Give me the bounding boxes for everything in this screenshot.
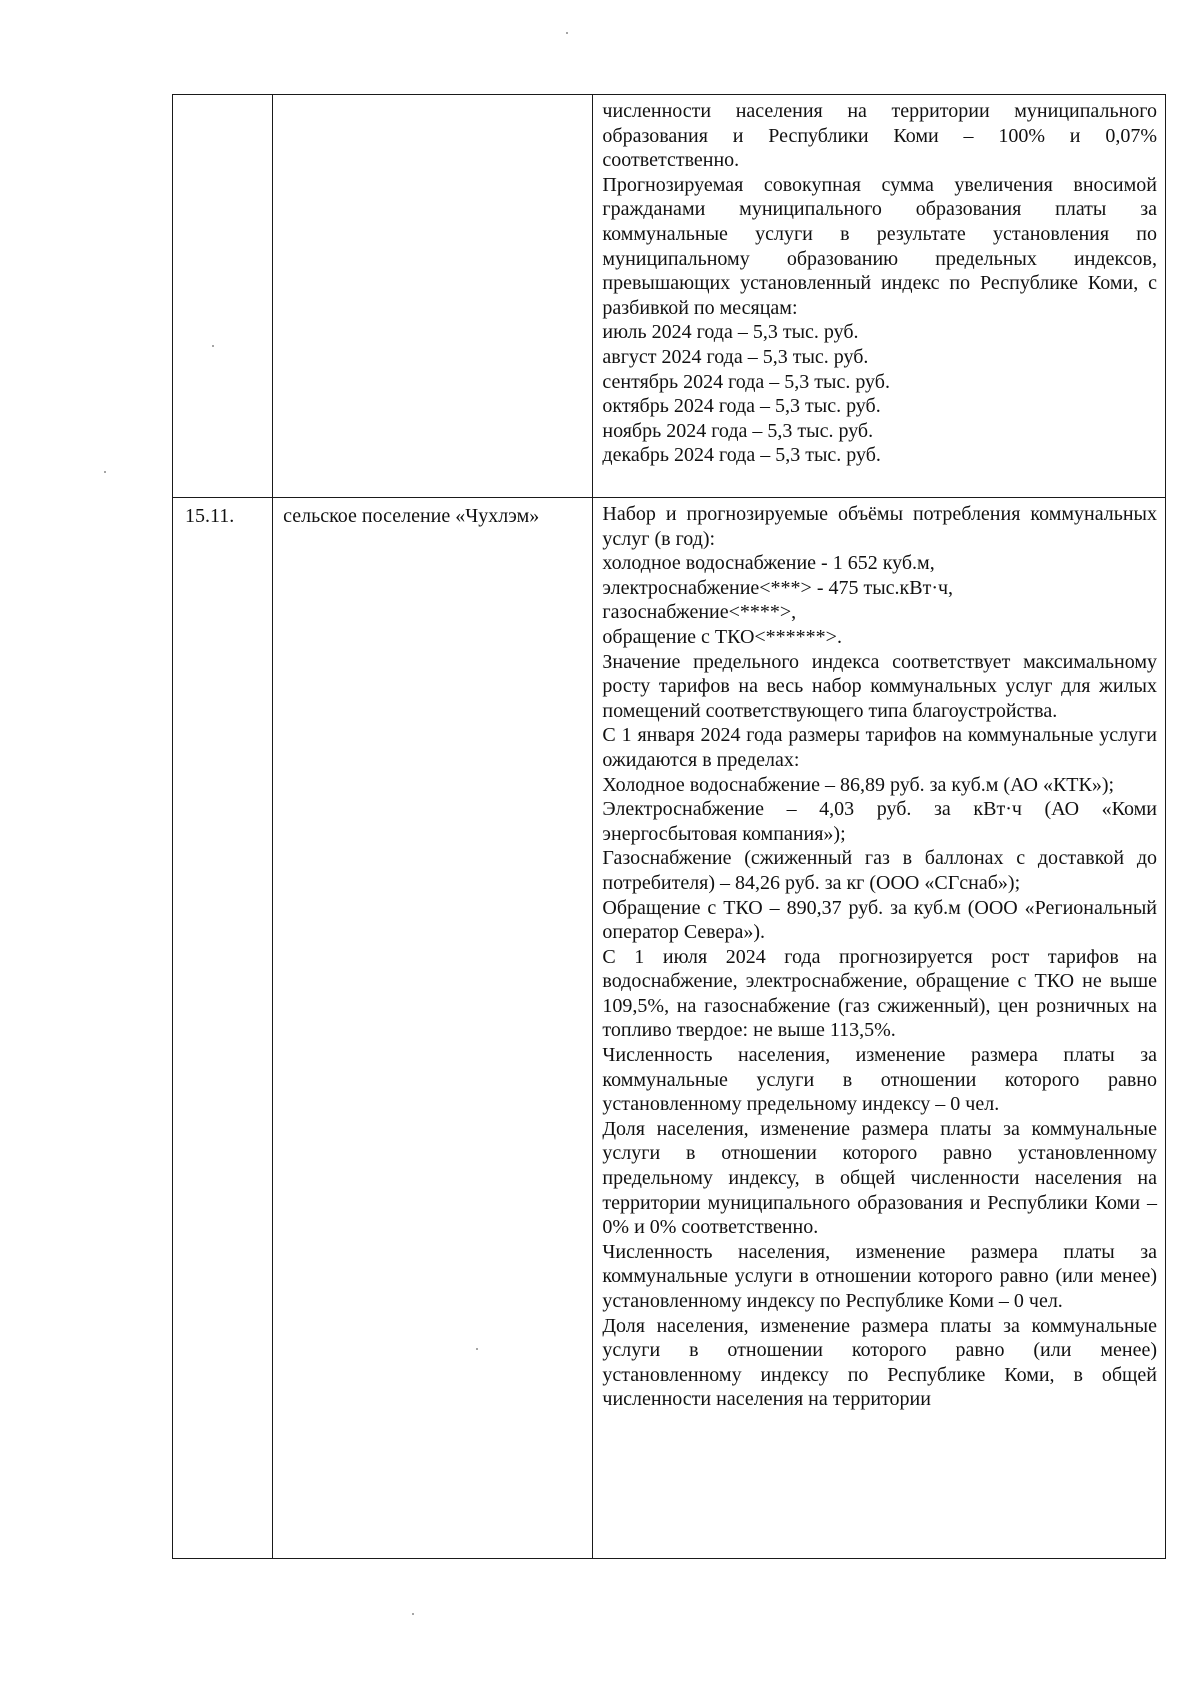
scan-speck xyxy=(104,471,106,473)
tariff-table xyxy=(172,94,1166,1559)
paragraph: Доля населения, изменение размера платы за коммунальные услуги в отношении которого равно (или менее) установленному индексу по Республике Коми, в общей численности населения на территории xyxy=(602,1314,1157,1411)
paragraph: численности населения на территории муниципального образования и Республики Коми – 100% и 0,07% соответственно. xyxy=(602,100,1157,172)
paragraph: Прогнозируемая совокупная сумма увеличения вносимой гражданами муниципального образования платы за коммунальные услуги в результате установления по муниципальному образованию предельных индексов, превышающих установленный индекс по Республике Коми, с разбивкой по месяцам: xyxy=(602,173,1157,319)
month-item: август 2024 года – 5,3 тыс. руб. xyxy=(602,345,869,368)
paragraph: Электроснабжение – 4,03 руб. за кВт·ч (АО «Коми энергосбытовая компания»); xyxy=(602,798,1157,845)
row-number-cell xyxy=(173,95,273,498)
paragraph: Набор и прогнозируемые объёмы потребления коммунальных услуг (в год): xyxy=(602,503,1157,550)
paragraph: С 1 июля 2024 года прогнозируется рост тарифов на водоснабжение, электроснабжение, обращение с ТКО не выше 109,5%, на газоснабжение (газ сжиженный), цен розничных на топливо твердое: не выше 113,5%. xyxy=(602,945,1157,1042)
scan-speck xyxy=(566,32,568,34)
volume-item: обращение с ТКО<******>. xyxy=(602,625,842,648)
paragraph: С 1 января 2024 года размеры тарифов на коммунальные услуги ожидаются в пределах: xyxy=(602,724,1157,771)
volume-item: газоснабжение<****>, xyxy=(602,601,797,624)
municipality-cell xyxy=(273,95,593,498)
month-item: октябрь 2024 года – 5,3 тыс. руб. xyxy=(602,395,881,418)
month-item: ноябрь 2024 года – 5,3 тыс. руб. xyxy=(602,419,874,442)
paragraph: Газоснабжение (сжиженный газ в баллонах с доставкой до потребителя) – 84,26 руб. за кг (ООО «СГснаб»); xyxy=(602,847,1157,894)
scan-speck xyxy=(476,1348,478,1350)
table-row-15-11 xyxy=(173,498,1166,1559)
description-cell xyxy=(593,95,1166,498)
month-item: июль 2024 года – 5,3 тыс. руб. xyxy=(602,321,859,344)
municipality-name: сельское поселение «Чухлэм» xyxy=(283,505,540,527)
volume-item: холодное водоснабжение - 1 652 куб.м, xyxy=(602,552,935,575)
municipality-cell xyxy=(273,498,593,1559)
scan-speck xyxy=(412,1613,414,1615)
paragraph: Значение предельного индекса соответствует максимальному росту тарифов на весь набор коммунальных услуг для жилых помещений соответствующего типа благоустройства. xyxy=(602,650,1157,722)
month-item: декабрь 2024 года – 5,3 тыс. руб. xyxy=(602,444,881,467)
paragraph: Численность населения, изменение размера платы за коммунальные услуги в отношении которого равно установленному предельному индексу – 0 чел. xyxy=(602,1044,1157,1116)
description-cell xyxy=(593,498,1166,1559)
paragraph: Холодное водоснабжение – 86,89 руб. за куб.м (АО «КТК»); xyxy=(602,773,1115,796)
paragraph: Обращение с ТКО – 890,37 руб. за куб.м (ООО «Региональный оператор Севера»). xyxy=(602,896,1157,944)
paragraph: Численность населения, изменение размера платы за коммунальные услуги в отношении которого равно (или менее) установленному индексу по Республике Коми – 0 чел. xyxy=(602,1240,1157,1312)
scan-speck xyxy=(212,345,214,347)
volume-item: электроснабжение<***> - 475 тыс.кВт·ч, xyxy=(602,576,954,599)
paragraph: Доля населения, изменение размера платы за коммунальные услуги в отношении которого равно установленному предельному индексу, в общей численности населения на территории муниципального образования и Республики Коми – 0% и 0% соответственно. xyxy=(602,1117,1157,1239)
table-row-continuation xyxy=(173,95,1166,498)
row-number: 15.11. xyxy=(185,505,235,527)
month-item: сентябрь 2024 года – 5,3 тыс. руб. xyxy=(602,370,890,393)
row-number-cell xyxy=(173,498,273,1559)
